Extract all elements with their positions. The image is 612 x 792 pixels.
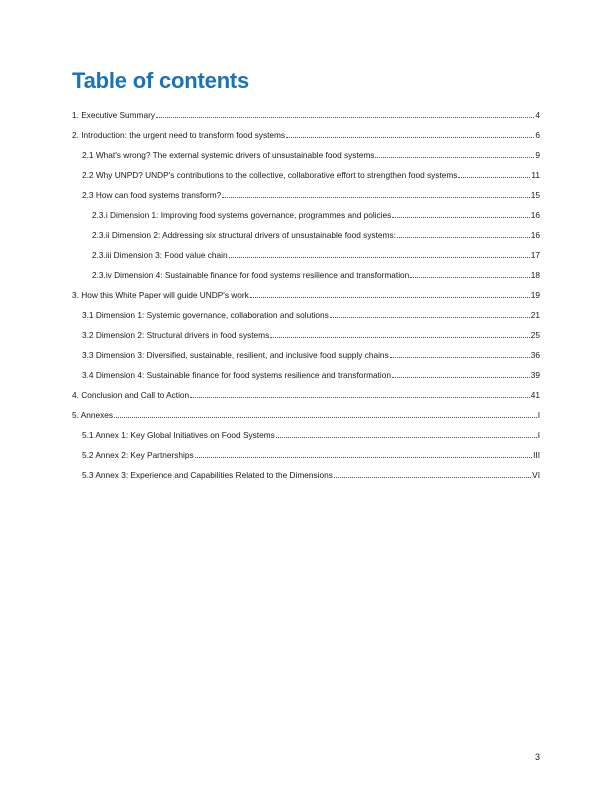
toc-entry-label: 2.3.iii Dimension 3: Food value chain [92,250,228,260]
dot-leader [270,337,530,338]
toc-entry-page: 16 [530,230,540,240]
toc-entry[interactable] [72,440,540,460]
toc-title: Table of contents [72,68,250,93]
toc-entry[interactable] [72,380,540,400]
toc-entry-label: 5.2 Annex 2: Key Partnerships [82,450,194,460]
page-number: 3 [534,752,540,762]
toc-entry-page: 9 [535,150,540,160]
toc-entry[interactable] [72,300,540,320]
toc-entry[interactable] [72,320,540,340]
toc-entry-page: 17 [530,250,540,260]
toc-entry-page: 15 [530,190,540,200]
toc-entry-page: 36 [530,350,540,360]
toc-entry-page: 18 [530,270,540,280]
dot-leader [276,437,537,438]
toc-entry-page: 41 [530,390,540,400]
toc-entry[interactable] [72,120,540,140]
toc-entry-page: 6 [535,130,540,140]
dot-leader [195,457,532,458]
toc-entry-label: 2.3.i Dimension 1: Improving food systems governance, programmes and policies [92,210,392,220]
toc-entry[interactable] [72,420,540,440]
toc-entry-page: 11 [531,170,540,180]
dot-leader [375,157,534,158]
toc-entry-label: 2.2 Why UNPD? UNDP's contributions to the collective, collaborative effort to strengthen food systems [82,170,458,180]
dot-leader [397,237,530,238]
toc-entry-label: 2.1 What's wrong? The external systemic drivers of unsustainable food systems [82,150,375,160]
toc-entry-page: 21 [530,310,540,320]
toc-entry-label: 5.1 Annex 1: Key Global Initiatives on Food Systems [82,430,275,440]
dot-leader [410,277,529,278]
dot-leader [392,377,530,378]
dot-leader [229,257,530,258]
toc-entry-page: 4 [535,110,540,120]
toc-entry[interactable] [72,100,540,120]
toc-entry-label: 4. Conclusion and Call to Action [72,390,190,400]
toc-entry-label: 3.3 Dimension 3: Diversified, sustainable, resilient, and inclusive food supply chains [82,350,389,360]
dot-leader [156,117,534,118]
toc-entry-label: 2.3.iv Dimension 4: Sustainable finance for food systems resilience and transformation [92,270,410,280]
toc-entry[interactable] [72,200,540,220]
toc-entry-page: VI [532,470,540,480]
toc-entry[interactable] [72,160,540,180]
dot-leader [392,217,529,218]
toc-entry-page: 39 [530,370,540,380]
toc-entry-page: III [533,450,540,460]
dot-leader [390,357,530,358]
toc-entry-page: 19 [530,290,540,300]
toc-entry-label: 3. How this White Paper will guide UNDP's work [72,290,249,300]
dot-leader [114,417,537,418]
dot-leader [334,477,531,478]
toc-entry[interactable] [72,460,540,480]
toc-entry[interactable] [72,180,540,200]
toc-entry-label: 3.4 Dimension 4: Sustainable finance for food systems resilience and transformation [82,370,391,380]
toc-entry-label: 3.1 Dimension 1: Systemic governance, collaboration and solutions [82,310,329,320]
toc-entry[interactable] [72,340,540,360]
toc-entry[interactable] [72,280,540,300]
dot-leader [250,297,530,298]
toc-entry-label: 1. Executive Summary [72,110,155,120]
toc-entry-label: 5. Annexes [72,410,114,420]
toc-entry[interactable] [72,240,540,260]
toc-entry-label: 3.2 Dimension 2: Structural drivers in food systems [82,330,270,340]
toc-entry-page: I [537,410,540,420]
dot-leader [330,317,530,318]
toc-list [72,100,540,480]
toc-entry[interactable] [72,400,540,420]
toc-entry-page: 25 [530,330,540,340]
dot-leader [190,397,530,398]
dot-leader [458,177,530,178]
toc-entry[interactable] [72,360,540,380]
toc-entry[interactable] [72,140,540,160]
toc-entry-label: 2. Introduction: the urgent need to transform food systems [72,130,286,140]
dot-leader [222,197,530,198]
toc-entry[interactable] [72,220,540,240]
toc-entry-page: I [537,430,540,440]
toc-entry-label: 2.3.ii Dimension 2: Addressing six structural drivers of unsustainable food systems: [92,230,396,240]
toc-entry-label: 2.3 How can food systems transform? [82,190,222,200]
toc-entry[interactable] [72,260,540,280]
dot-leader [286,137,534,138]
toc-entry-page: 16 [530,210,540,220]
toc-entry-label: 5.3 Annex 3: Experience and Capabilities Related to the Dimensions [82,470,333,480]
